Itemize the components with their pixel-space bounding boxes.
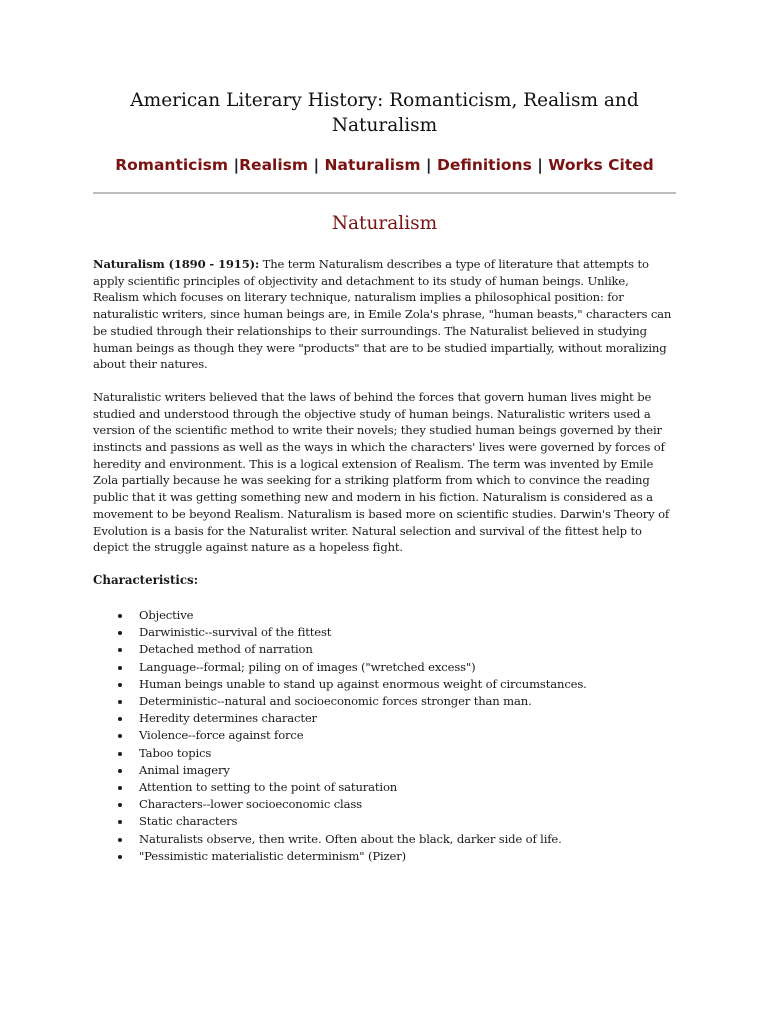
paragraph-body: The term Naturalism describes a type of literature that attempts to apply scientific principles of objectivity and detachment to its study of human beings. Unlike, Realism which focuses on literary technique, naturalism implies a philosophical position: for naturalistic writers, since human beings are, in Emile Zola's phrase, "human beasts," characters can be studied through their relationships to their surroundings. The Naturalist believed in studying human beings as though they were "products" that are to be studied impartially, without moralizing about their natures. — [93, 257, 672, 372]
characteristics-list — [93, 607, 676, 865]
list-item — [93, 813, 676, 830]
bullet-icon — [118, 786, 122, 790]
characteristics-heading: Characteristics: — [93, 572, 199, 587]
list-item-text: "Pessimistic materialistic determinism" (Pizer) — [139, 848, 406, 863]
nav-link-naturalism[interactable]: Naturalism — [324, 156, 421, 174]
bullet-icon — [118, 717, 122, 721]
list-item-text: Deterministic--natural and socioeconomic forces stronger than man. — [139, 693, 532, 708]
bullet-icon — [118, 803, 122, 807]
list-item — [93, 831, 676, 848]
list-item-text: Objective — [139, 607, 194, 622]
list-item — [93, 607, 676, 624]
list-item-text: Heredity determines character — [139, 711, 317, 726]
nav-separator: | — [531, 156, 549, 174]
list-item — [93, 745, 676, 762]
bullet-icon — [118, 683, 122, 687]
section-nav — [93, 155, 676, 176]
list-item-text: Human beings unable to stand up against enormous weight of circumstances. — [139, 676, 587, 691]
bullet-icon — [118, 648, 122, 652]
list-item-text: Detached method of narration — [139, 642, 313, 657]
bullet-icon — [118, 752, 122, 756]
paragraph-lead-term: Naturalism (1890 - 1915): — [93, 257, 260, 271]
intro-paragraph — [93, 256, 676, 373]
bullet-icon — [118, 614, 122, 618]
list-item-text: Darwinistic--survival of the fittest — [139, 625, 332, 640]
list-item — [93, 693, 676, 710]
bullet-icon — [118, 820, 122, 824]
list-item — [93, 659, 676, 676]
list-item — [93, 624, 676, 641]
list-item-text: Naturalists observe, then write. Often about the black, darker side of life. — [139, 831, 562, 846]
list-item-text: Static characters — [139, 814, 238, 829]
list-item — [93, 727, 676, 744]
nav-link-works-cited[interactable]: Works Cited — [548, 156, 654, 174]
nav-link-realism[interactable]: Realism — [239, 156, 309, 174]
list-item-text: Attention to setting to the point of saturation — [139, 779, 398, 794]
list-item — [93, 848, 676, 865]
nav-separator: | — [308, 156, 325, 174]
list-item — [93, 796, 676, 813]
list-item — [93, 676, 676, 693]
section-heading: Naturalism — [331, 213, 438, 234]
second-paragraph: Naturalistic writers believed that the laws of behind the forces that govern human lives might be studied and understood through the objective study of human beings. Naturalistic writers used a version of the scientific method to write their novels; they studied human beings governed by their instincts and passions as well as the ways in which the characters' lives were governed by forces of heredity and environment. This is a logical extension of Realism. The term was invented by Emile Zola partially because he was seeking for a striking platform from which to convince the reading public that it was getting something new and modern in his fiction. Naturalism is considered as a movement to be beyond Realism. Naturalism is based more on scientific studies. Darwin's Theory of Evolution is a basis for the Naturalist writer. Natural selection and survival of the fittest help to depict the struggle against nature as a hopeless fight. — [93, 389, 670, 555]
list-item — [93, 710, 676, 727]
bullet-icon — [118, 734, 122, 738]
bullet-icon — [118, 700, 122, 704]
list-item-text: Animal imagery — [139, 762, 230, 777]
nav-link-definitions[interactable]: Definitions — [436, 156, 532, 174]
list-item — [93, 779, 676, 796]
list-item-text: Violence--force against force — [139, 728, 304, 743]
bullet-icon — [118, 769, 122, 773]
document-page — [93, 0, 676, 865]
bullet-icon — [118, 631, 122, 635]
bullet-icon — [118, 855, 122, 859]
list-item — [93, 762, 676, 779]
nav-link-romanticism[interactable]: Romanticism — [115, 156, 229, 174]
bullet-icon — [118, 838, 122, 842]
bullet-icon — [118, 666, 122, 670]
list-item — [93, 641, 676, 658]
nav-separator: | — [228, 156, 240, 174]
list-item-text: Taboo topics — [139, 745, 212, 760]
list-item-text: Language--formal; piling on of images ("wretched excess") — [139, 659, 476, 674]
list-item-text: Characters--lower socioeconomic class — [139, 797, 362, 812]
horizontal-rule — [93, 192, 676, 194]
document-title: American Literary History: Romanticism, Realism and Naturalism — [130, 90, 639, 136]
nav-separator: | — [420, 156, 437, 174]
